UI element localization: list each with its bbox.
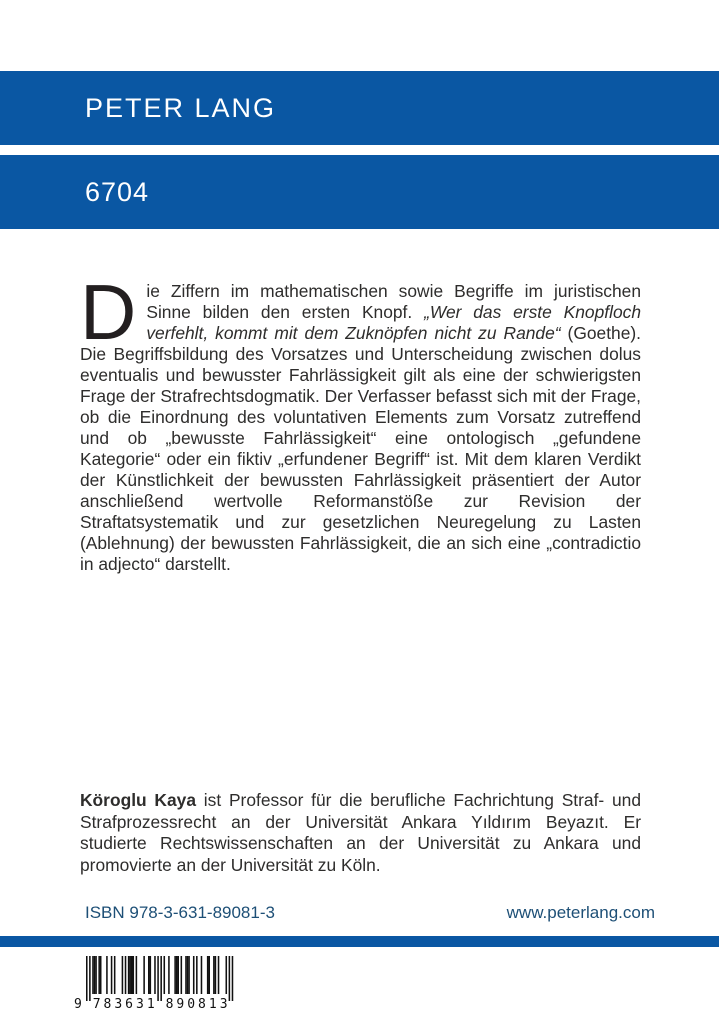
author-name: Köroglu Kaya (80, 790, 197, 810)
footer-line (85, 903, 655, 923)
barcode-bars (74, 956, 244, 1012)
divider-bar (0, 936, 719, 947)
series-band (0, 155, 719, 229)
ean13-barcode (74, 956, 244, 1012)
publisher-band (0, 71, 719, 145)
author-bio-paragraph (80, 790, 641, 876)
blurb-text-before-quote: ie Ziffern im mathematischen sowie Begriffe im juristischen Sinne bilden den ersten Knopf. (146, 281, 641, 322)
isbn-label: ISBN 978-3-631-89081-3 (85, 903, 275, 922)
publisher-name: PETER LANG (85, 92, 277, 123)
blurb-paragraph (80, 268, 642, 575)
website-link: www.peterlang.com (506, 903, 655, 922)
blurb-text-after-quote: (Goethe). Die Begriffsbildung des Vorsatzes und Unterscheidung zwischen dolus eventualis und bewusster Fahrlässigkeit gilt als eine der schwierigsten Frage der Strafrechtsdogmatik. Der Verfasser befasst sich mit der Frage, ob die Einordnung des voluntativen Elements zum Vorsatz zutreffend und ob „bewusste Fahrlässigkeit“ eine ontologisch „gefundene Kategorie“ oder ein fiktiv „erfundener Begriff“ ist. Mit dem klaren Verdikt der Künstlichkeit der bewussten Fahrlässigkeit präsentiert der Autor anschließend wertvolle Reformanstöße zur Revision der Straftatsystematik und zur gesetzlichen Neuregelung zu Lasten (Ablehnung) der bewussten Fahrlässigkeit, die an sich eine „contradictio in adjecto“ darstellt. (80, 323, 642, 574)
svg-text:783631: 783631 (92, 997, 158, 1012)
series-number: 6704 (85, 176, 150, 207)
drop-cap-letter: D (80, 268, 137, 356)
blurb-goethe-quote: „Wer das erste Knopfloch verfehlt, kommt mit dem Zuknöpfen nicht zu Rande“ (146, 302, 641, 343)
svg-text:890813: 890813 (165, 997, 231, 1012)
svg-text:9: 9 (74, 997, 85, 1012)
author-bio-text: ist Professor für die berufliche Fachrichtung Straf- und Strafprozessrecht an der Universität Ankara Yıldırım Beyazıt. Er studierte Rechtswissenschaften an der Universität zu Ankara und promovierte an der Universität zu Köln. (80, 790, 642, 875)
